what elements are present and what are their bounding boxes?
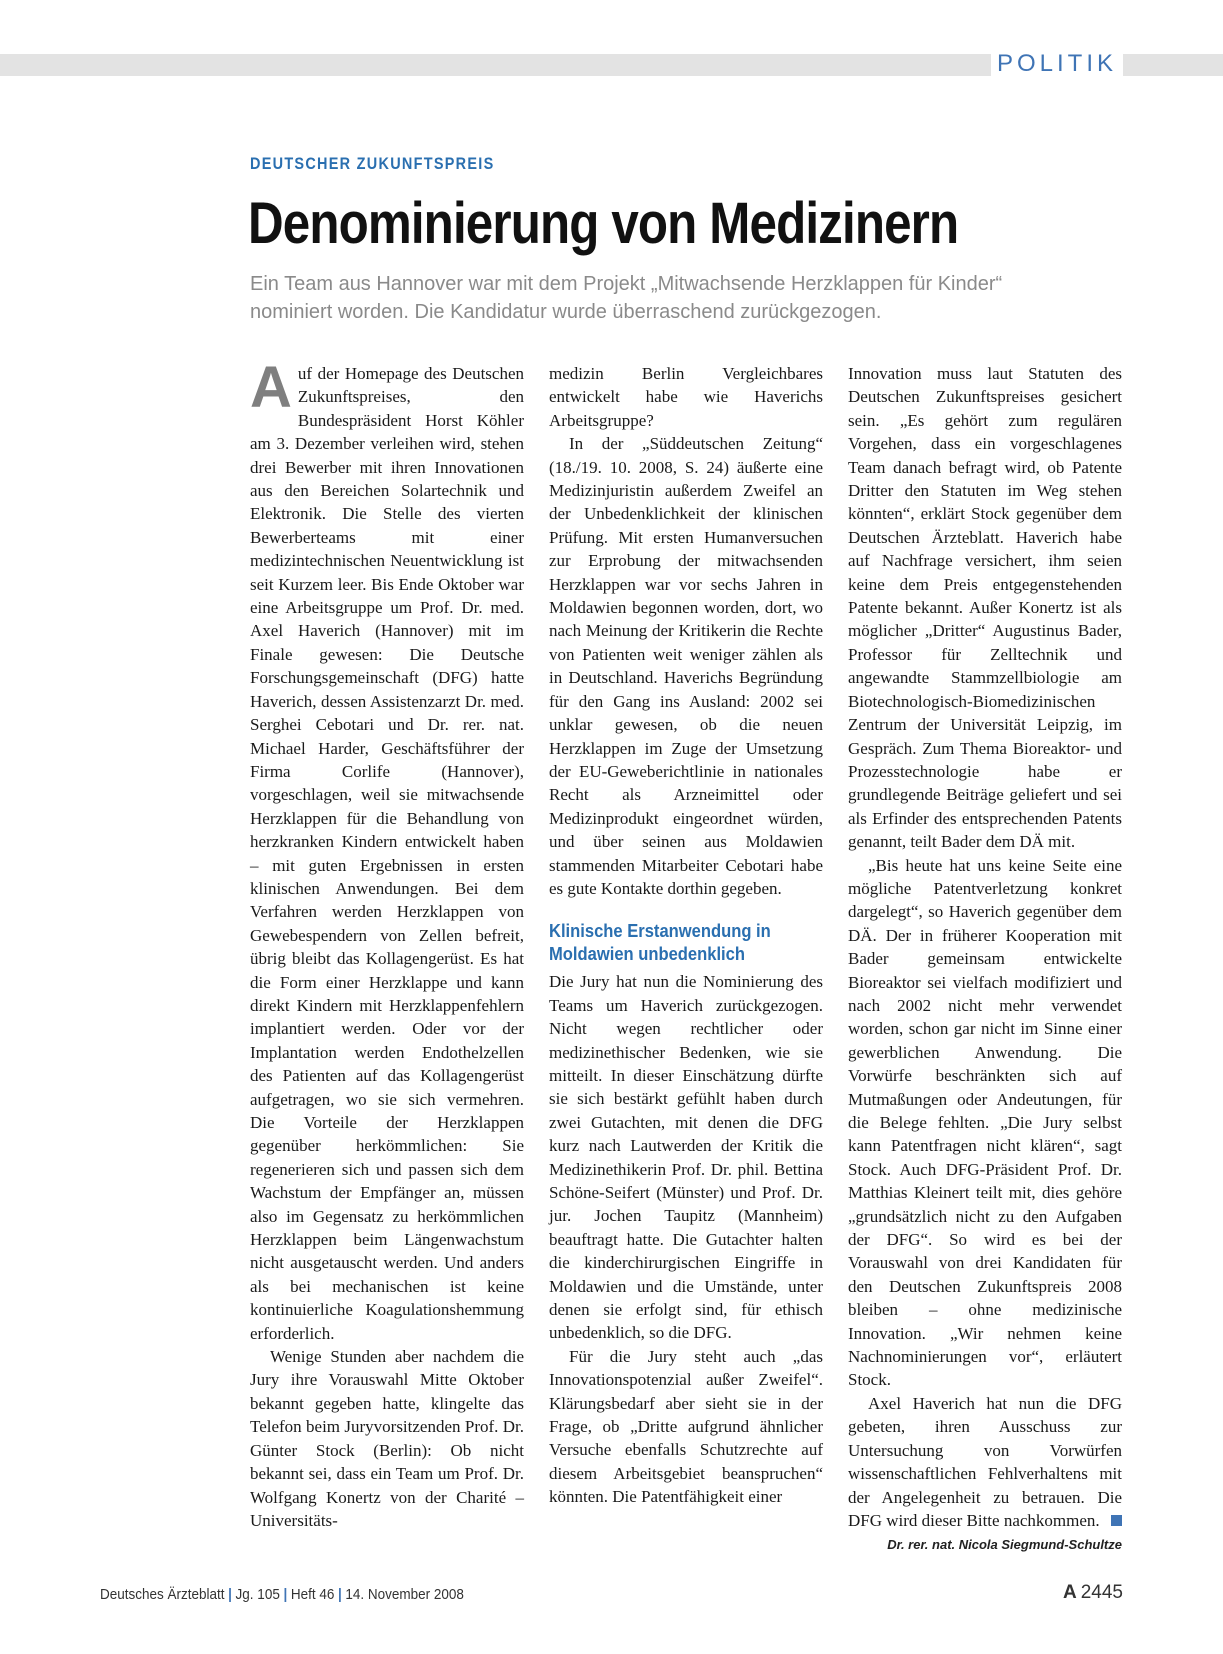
section-label: POLITIK (991, 50, 1123, 78)
paragraph-5-continued: Innovation muss laut Statuten des Deutschen Zukunftspreises gesichert sein. „Es gehört zum regulären Vorgehen, dass ein vorgeschlagenes Team danach befragt wird, ob Patente Dritter den Statuten im Weg stehen könnten“, erklärt Stock gegenüber dem Deutschen Ärzteblatt. Haverich habe auf Nachfrage versichert, ihm seien keine dem Preis entgegenstehenden Patente bekannt. Außer Konertz ist als möglicher „Dritter“ Augustinus Bader, Professor für Zelltechnik und angewandte Stammzellbiologie am Biotechnologisch-Biomedizinischen Zentrum der Universität Leipzig, im Gespräch. Zum Thema Bioreaktor- und Prozesstechnologie habe er grundlegende Beiträge geliefert und sei als Erfinder des entsprechenden Patents genannt, teilt Bader dem DÄ mit. (848, 364, 1122, 852)
footer-date: 14. November 2008 (345, 1586, 464, 1603)
article-kicker: DEUTSCHER ZUKUNFTSPREIS (250, 154, 495, 173)
paragraph-1 (250, 355, 524, 1345)
drop-cap: A (250, 355, 292, 420)
footer-publication-info (100, 1586, 464, 1603)
paragraph-7-text: Axel Haverich hat nun die DFG gebeten, ihren Ausschuss zur Untersuchung von Vorwürfen wissenschaftlichen Fehlverhaltens mit der Angelegenheit zu betrauen. Die DFG wird dieser Bitte nachkommen. (848, 1393, 1122, 1530)
article-subtitle: Ein Team aus Hannover war mit dem Projekt „Mitwachsende Herzklappen für Kinder“ nominiert worden. Die Kandidatur wurde überraschend zurückgezogen. (250, 273, 1003, 323)
paragraph-4: Die Jury hat nun die Nominierung des Teams um Haverich zurückgezogen. Nicht wegen rechtlicher oder medizinethischer Bedenken, wie sie mitteilt. In dieser Einschätzung dürfte sie sich bestärkt gefühlt haben durch zwei Gutachten, mit denen die DFG kurz nach Lautwerden der Kritik die Medizinethikerin Prof. Dr. phil. Bettina Schöne-Seifert (Münster) und Prof. Dr. jur. Jochen Taupitz (Mannheim) beauftragt hatte. Die Gutachter halten die kinderchirurgischen Eingriffe in Moldawien und die Umstände, unter denen sie erfolgt sind, für ethisch unbedenklich, so die DFG. (549, 972, 823, 1343)
paragraph-1-text: uf der Homepage des Deutschen Zukunftspreises, den Bundespräsident Horst Köhler am 3. Dezember verleihen wird, stehen drei Bewerber mit ihren Innovationen aus den Bereichen Solartechnik und Elektronik. Die Stelle des vierten Bewerberteams mit einer medizintechnischen Neuentwicklung ist seit Kurzem leer. Bis Ende Oktober war eine Arbeitsgruppe um Prof. Dr. med. Axel Haverich (Hannover) mit im Finale gewesen: Die Deutsche Forschungsgemeinschaft (DFG) hatte Haverich, dessen Assistenzarzt Dr. med. Serghei Cebotari und Dr. rer. nat. Michael Harder, Geschäftsführer der Firma Corlife (Hannover), vorgeschlagen, weil sie mitwachsende Herzklappen für die Behandlung von herzkranken Kindern entwickelt haben – mit guten Ergebnissen in ersten klinischen Anwendungen. Bei dem Verfahren werden Herzklappen von Gewebespendern von Zellen befreit, übrig bleibt das Kollagengerüst. Es hat die Form einer Herzklappe und kann direkt Kindern mit Herzklappenfehlern implantiert werden. Oder vor der Implantation werden Endothelzellen des Patienten auf das Kollagengerüst aufgetragen, wo sie sich vermehren. Die Vorteile der Herzklappen gegenüber herkömmlichen: Sie regenerieren sich und passen sich dem Wachstum der Empfänger an, müssen also im Gegensatz zu herkömmlichen Herzklappen beim Längenwachstum nicht ausgetauscht werden. Und anders als bei mechanischen ist keine kontinuierliche Koagulationshemmung erforderlich. (250, 364, 524, 1343)
paragraph-7 (848, 1392, 1122, 1532)
page-letter: A (1062, 1582, 1077, 1603)
page-number (1063, 1582, 1123, 1604)
paragraph-6: „Bis heute hat uns keine Seite eine mögliche Patentverletzung konkret dargelegt“, so Haverich gegenüber dem DÄ. Der in früherer Kooperation mit Bader gemeinsam entwickelte Bioreaktor sei vielfach modifiziert und nach 2002 nicht mehr verwendet worden, schon gar nicht im Sinne einer gewerblichen Anwendung. Die Vorwürfe beschränkten sich auf Mutmaßungen oder Andeutungen, für die Belege fehlten. „Die Jury selbst kann Patentfragen nicht klären“, sagt Stock. Auch DFG-Präsident Prof. Dr. Matthias Kleinert teilt mit, dies gehöre „grundsätzlich nicht zu den Aufgaben der DFG“. So wird es bei der Vorauswahl von drei Kandidaten für den Deutschen Zukunftspreis 2008 bleiben – ohne medizinische Innovation. „Wir nehmen keine Nachnominierungen vor“, erläutert Stock. (848, 855, 1122, 1390)
paragraph-2-continued: medizin Berlin Vergleichbares entwickelt habe wie Haverichs Arbeitsgruppe? (549, 364, 823, 430)
footer-separator: | (283, 1586, 288, 1603)
footer-publication: Deutsches Ärzteblatt (100, 1586, 225, 1603)
column-2 (549, 362, 823, 1509)
footer-separator: | (337, 1586, 342, 1603)
page-number-value: 2445 (1080, 1582, 1123, 1603)
article-subheading: Klinische Erstanwendung in Moldawien unbedenklich (549, 921, 771, 965)
paragraph-3: In der „Süddeutschen Zeitung“ (18./19. 10. 2008, S. 24) äußerte eine Medizinjuristin außerdem Zweifel an der Unbedenklichkeit der klinischen Prüfung. Mit ersten Humanversuchen zur Erprobung der mitwachsenden Herzklappen war vor sechs Jahren in Moldawien begonnen worden, dort, wo nach Meinung der Kritikerin die Rechte von Patienten weit weniger zählen als in Deutschland. Haverichs Begründung für den Gang ins Ausland: 2002 sei unklar gewesen, ob die neuen Herzklappen im Zuge der Umsetzung der EU-Geweberichtlinie in nationales Recht als Arzneimittel oder Medizinprodukt eingeordnet würden, und über seinen aus Moldawien stammenden Mitarbeiter Cebotari habe es gute Kontakte dorthin gegeben. (549, 434, 823, 898)
footer-volume: Jg. 105 (235, 1586, 280, 1603)
article-title: Denominierung von Medizinern (248, 191, 959, 256)
paragraph-5: Für die Jury steht auch „das Innovationspotenzial außer Zweifel“. Klärungsbedarf aber sieht sie in der Frage, ob „Dritte aufgrund ähnlicher Versuche ebenfalls Schutzrechte auf diesem Arbeitsgebiet beanspruchen“ könnten. Die Patentfähigkeit einer (549, 1346, 823, 1507)
column-1 (250, 355, 524, 1532)
footer-separator: | (228, 1586, 232, 1603)
end-mark-icon (1111, 1515, 1122, 1526)
paragraph-2: Wenige Stunden aber nachdem die Jury ihre Vorauswahl Mitte Oktober bekannt gegeben hatte, klingelte das Telefon beim Juryvorsitzenden Prof. Dr. Günter Stock (Berlin): Ob nicht bekannt sei, dass ein Team um Prof. Dr. Wolfgang Konertz von der Charité – Universitäts- (250, 1347, 524, 1530)
column-3 (848, 362, 1122, 1556)
footer-issue: Heft 46 (290, 1586, 335, 1603)
author-line: Dr. rer. nat. Nicola Siegmund-Schultze (887, 1537, 1122, 1553)
